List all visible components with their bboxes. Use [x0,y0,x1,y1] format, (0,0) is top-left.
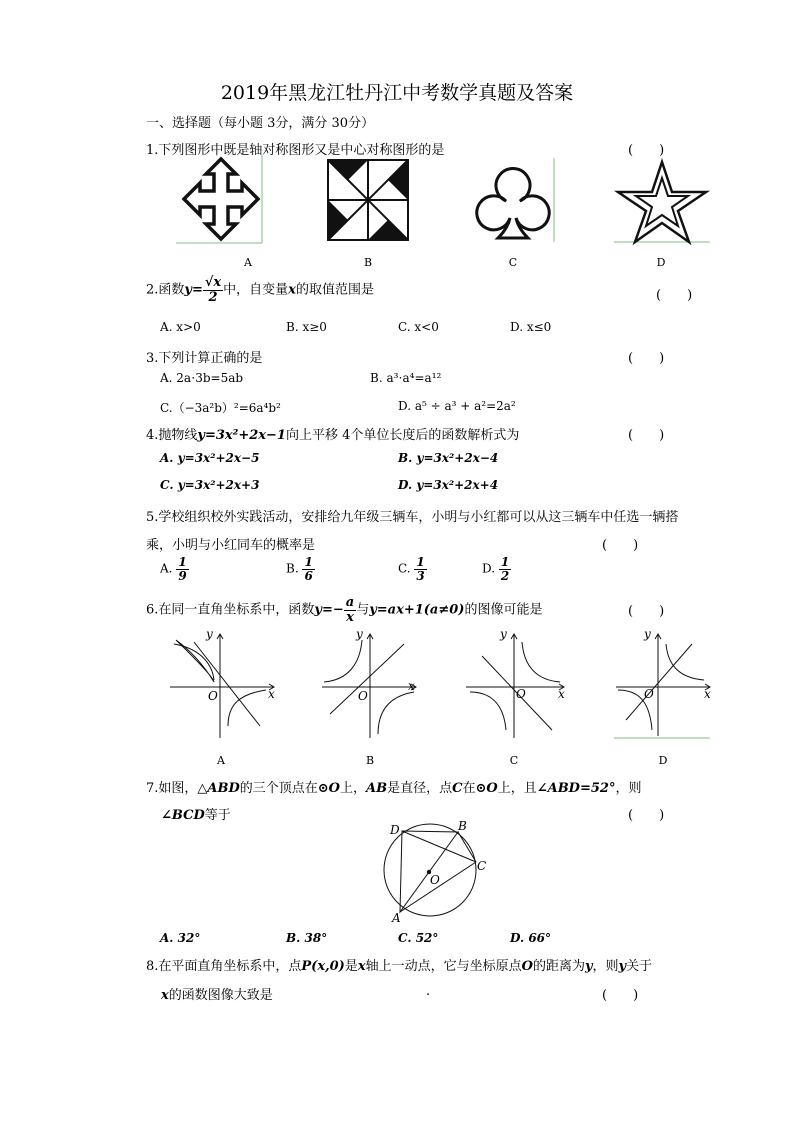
q5-c-den: 3 [416,568,425,583]
q1-figure-b [326,158,410,242]
q6c-y-label: y [500,627,507,641]
q8-b: 是 [344,959,358,974]
page-title: 2019年黑龙江牡丹江中考数学真题及答案 [220,82,574,104]
q8-o: O [521,959,533,974]
q5-a-num: 1 [178,555,187,569]
q7-tri: △ABD [197,781,240,796]
q8-f: 关于 [626,959,653,974]
answer-paren-1: ( ) [628,143,665,158]
question-1-text: 1.下列图形中既是轴对称图形又是中心对称图形的是 [146,143,445,158]
answer-paren-8: ( ) [602,988,639,1003]
q6-graph-d [614,626,714,740]
q2-post: 中，自变量 [223,282,289,298]
answer-paren-5: ( ) [602,538,639,553]
q6-f1-pre: y=− [314,602,344,618]
q7-a: 7.如图， [146,781,198,796]
question-7-line-2 [161,804,231,823]
q2-option-b: B. x≥0 [286,320,327,334]
q6-pre: 6.在同一直角坐标系中，函数 [146,602,315,618]
q6-label-b: B [365,754,375,767]
q6-f2: y=ax+1(a≠0) [369,602,465,618]
q2-frac-den: 2 [208,289,218,305]
q6-label-c: C [509,754,519,767]
q6d-x-label: x [704,687,711,701]
q5-option-a-letter: A. [160,561,173,576]
q6b-x-label: x [408,679,415,693]
answer-paren-6: ( ) [628,604,665,619]
q8-dot: . [426,984,431,999]
answer-paren-4: ( ) [628,428,665,443]
q3-option-b: B. a³⋅a⁴=a¹² [370,371,442,385]
question-5-line-2: 乘，小明与小红同车的概率是 [146,538,316,553]
q5-option-c [398,556,427,582]
q6-label-d: D [658,754,668,767]
q4-option-a: A. y=3x²+2x−5 [160,451,260,465]
q7-e: 在 [462,781,476,796]
q7-post: 等于 [204,808,231,823]
q5-option-c-frac [414,556,426,582]
q6-graph-b [320,626,432,740]
q7-circ2: ⊙O [475,781,498,796]
q7-option-c: C. 52° [398,931,439,945]
q3-option-a: A. 2a⋅3b=5ab [160,371,244,385]
q4-option-c: C. y=3x²+2x+3 [160,478,260,492]
q5-option-d [482,556,511,582]
question-4-text [146,424,519,443]
q6a-x-label: x [268,687,275,701]
q6c-origin: O [516,687,526,701]
q7-fig-b: B [458,819,467,833]
q6-graph-c [464,626,576,740]
q4-expr: y=3x²+2x−1 [197,428,286,443]
q1-label-d: D [656,256,666,269]
section-heading: 一、选择题（每小题 3分，满分 30分） [146,116,375,131]
q6d-y-label: y [644,627,651,641]
q3-option-c: C.（−3a²b）²=6a⁴b² [160,401,281,415]
q7-ab: AB [366,781,388,796]
q7-option-d: D. 66° [510,931,552,945]
q7-c: 上， [340,781,367,796]
q8-e: ，则 [592,959,619,974]
q8-x2: x [161,988,169,1003]
answer-paren-7: ( ) [628,808,665,823]
q8-a: 8.在平面直角坐标系中，点 [146,959,302,974]
q8-y1: y [584,959,593,974]
q5-option-d-letter: D. [482,561,496,576]
q7-fig-a: A [392,911,401,925]
q7-angle-bcd: ∠BCD [161,808,205,823]
q6-post: 的图像可能是 [464,602,543,618]
q7-g: ，则 [615,781,642,796]
q1-label-c: C [508,256,518,269]
q6-f1-frac [344,596,356,624]
q7-d: 是直径，点 [387,781,453,796]
q6a-origin: O [208,689,218,703]
q3-option-d: D. a⁵ ÷ a³ + a²=2a² [398,399,516,413]
question-8-line-2 [161,984,273,1003]
q1-label-b: B [363,256,373,269]
question-6-text [146,596,542,624]
q8-x1: x [357,959,366,974]
q4-post: 向上平移 4个单位长度后的函数解析式为 [285,428,520,443]
q8-y2: y [618,959,627,974]
q4-option-b: B. y=3x²+2x−4 [398,451,499,465]
q6-f1-num: a [345,595,355,610]
q7-circ: ⊙O [317,781,340,796]
question-7-line-1 [146,777,641,796]
q2-func-lhs: y= [184,282,203,298]
answer-paren-3: ( ) [628,351,665,366]
question-3-text: 3.下列计算正确的是 [146,351,263,366]
q8-d: 的距离为 [532,959,585,974]
q5-a-den: 9 [178,568,187,583]
q2-option-c: C. x<0 [398,320,439,334]
q2-frac-num: √x [204,275,222,290]
question-2-text [146,276,374,304]
q5-d-num: 1 [500,555,510,569]
q7-angle: ∠ABD=52° [536,781,616,796]
q6c-x-label: x [558,687,565,701]
q7-point-c: C [452,781,463,796]
question-5-line-1: 5.学校组织校外实践活动，安排给九年级三辆车，小明与小红都可以从这三辆车中任选一辆搭 [146,510,679,525]
q8-c: 轴上一动点，它与坐标原点 [365,959,522,974]
q5-c-num: 1 [416,555,425,569]
q5-option-d-frac [499,556,511,582]
q7-fig-o: O [430,873,440,887]
q6-graph-a [168,626,280,740]
q5-option-a-frac [176,556,188,582]
q8-point-p: P(x,0) [301,959,345,974]
q2-option-d: D. x≤0 [510,320,552,334]
q6-f1-den: x [346,609,354,625]
question-8-line-1 [146,955,652,974]
q5-d-den: 2 [500,568,510,583]
q7-circle-figure [378,818,498,924]
q4-pre: 4.抛物线 [146,428,198,443]
q8-post: 的函数图像大致是 [168,988,273,1003]
q7-b: 的三个顶点在 [239,781,318,796]
q5-option-a [160,556,189,582]
q2-var: x [288,282,296,298]
q2-fraction [203,276,223,304]
q7-option-b: B. 38° [286,931,328,945]
q6a-y-label: y [206,627,213,641]
answer-paren-2: ( ) [656,288,693,303]
q5-option-c-letter: C. [398,561,411,576]
q2-pre: 2.函数 [146,282,185,298]
q6d-origin: O [644,687,654,701]
q1-figure-a [176,155,266,245]
q7-fig-c: C [477,859,487,873]
q1-label-a: A [244,256,252,269]
q7-f: 上，且 [497,781,537,796]
q6b-y-label: y [356,627,363,641]
q1-figure-c [470,158,556,244]
q5-b-den: 6 [304,568,313,583]
q2-post2: 的取值范围是 [295,282,374,298]
q5-b-num: 1 [304,555,313,569]
q5-option-b-frac [302,556,314,582]
q2-option-a: A. x>0 [160,320,201,334]
q7-option-a: A. 32° [160,931,201,945]
q6-label-a: A [217,754,225,767]
q5-option-b [286,556,315,582]
q4-option-d: D. y=3x²+2x+4 [398,478,499,492]
q6b-origin: O [358,689,368,703]
q1-figure-d [614,160,710,246]
q5-option-b-letter: B. [286,561,299,576]
q7-fig-d: D [390,823,400,837]
q6-mid: 与 [356,602,370,618]
